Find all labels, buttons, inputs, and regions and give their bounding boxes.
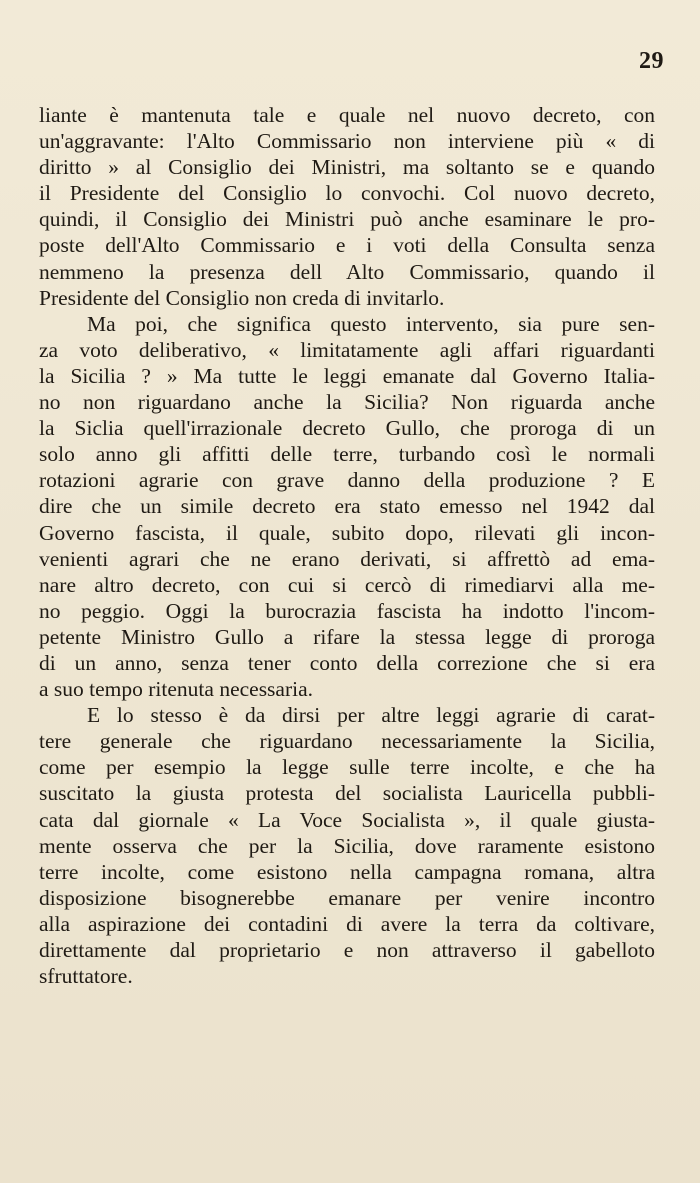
page-number: 29 [639, 48, 664, 74]
text-line: quindi, il Consiglio dei Ministri può anche esaminare le pro- [39, 207, 655, 232]
text-line: poste dell'Alto Commissario e i voti della Consulta senza [39, 233, 655, 258]
text-line: rotazioni agrarie con grave danno della produzione ? E [39, 468, 655, 493]
text-line: a suo tempo ritenuta necessaria. [39, 677, 314, 702]
text-line: Governo fascista, il quale, subito dopo, rilevati gli incon- [39, 520, 655, 545]
text-line: liante è mantenuta tale e quale nel nuovo decreto, con [39, 103, 655, 127]
text-line: tere generale che riguardano necessariamente la Sicilia, [39, 729, 655, 754]
text-line: no non riguardano anche la Sicilia? Non riguarda anche [39, 390, 655, 415]
text-line: solo anno gli affitti delle terre, turbando così le normali [39, 442, 655, 467]
text-line: za voto deliberativo, « limitatamente agli affari riguardanti [39, 337, 655, 362]
text-line: di un anno, senza tener conto della correzione che si era [39, 650, 655, 675]
text-line: Ma poi, che significa questo intervento, sia pure sen- [87, 311, 655, 336]
text-line: nare altro decreto, con cui si cercò di rimediarvi alla me- [39, 572, 655, 597]
text-line: suscitato la giusta protesta del socialista Lauricella pubbli- [39, 781, 655, 806]
text-line: un'aggravante: l'Alto Commissario non interviene più « di [39, 129, 655, 154]
text-line: direttamente dal proprietario e non attraverso il gabelloto [39, 938, 655, 962]
text-line: terre incolte, come esistono nella campagna romana, altra [39, 859, 655, 884]
text-line: sfruttatore. [39, 964, 133, 989]
text-line: no peggio. Oggi la burocrazia fascista ha indotto l'incom- [39, 598, 655, 623]
text-line: Presidente del Consiglio non creda di invitarlo. [39, 285, 445, 310]
paragraph [39, 102, 655, 311]
text-line: venienti agrari che ne erano derivati, si affrettò ad ema- [39, 546, 655, 571]
body-text [39, 102, 655, 989]
text-line: mente osserva che per la Sicilia, dove raramente esistono [39, 833, 655, 858]
text-line: disposizione bisognerebbe emanare per venire incontro [39, 885, 655, 910]
text-line: la Sicilia ? » Ma tutte le leggi emanate dal Governo Italia- [39, 363, 655, 388]
text-line: come per esempio la legge sulle terre incolte, e che ha [39, 755, 655, 780]
text-line: alla aspirazione dei contadini di avere la terra da coltivare, [39, 911, 655, 936]
text-line: petente Ministro Gullo a rifare la stessa legge di proroga [39, 624, 655, 649]
paragraph [39, 311, 655, 702]
text-line: il Presidente del Consiglio lo convochi. Col nuovo decreto, [39, 181, 655, 206]
text-line: E lo stesso è da dirsi per altre leggi agrarie di carat- [87, 703, 655, 728]
text-line: nemmeno la presenza dell Alto Commissario, quando il [39, 259, 655, 284]
text-line: diritto » al Consiglio dei Ministri, ma soltanto se e quando [39, 155, 655, 180]
text-line: cata dal giornale « La Voce Socialista », il quale giusta- [39, 807, 655, 832]
text-line: la Siclia quell'irrazionale decreto Gullo, che proroga di un [39, 416, 655, 441]
text-line: dire che un simile decreto era stato emesso nel 1942 dal [39, 494, 655, 519]
paragraph [39, 702, 655, 989]
